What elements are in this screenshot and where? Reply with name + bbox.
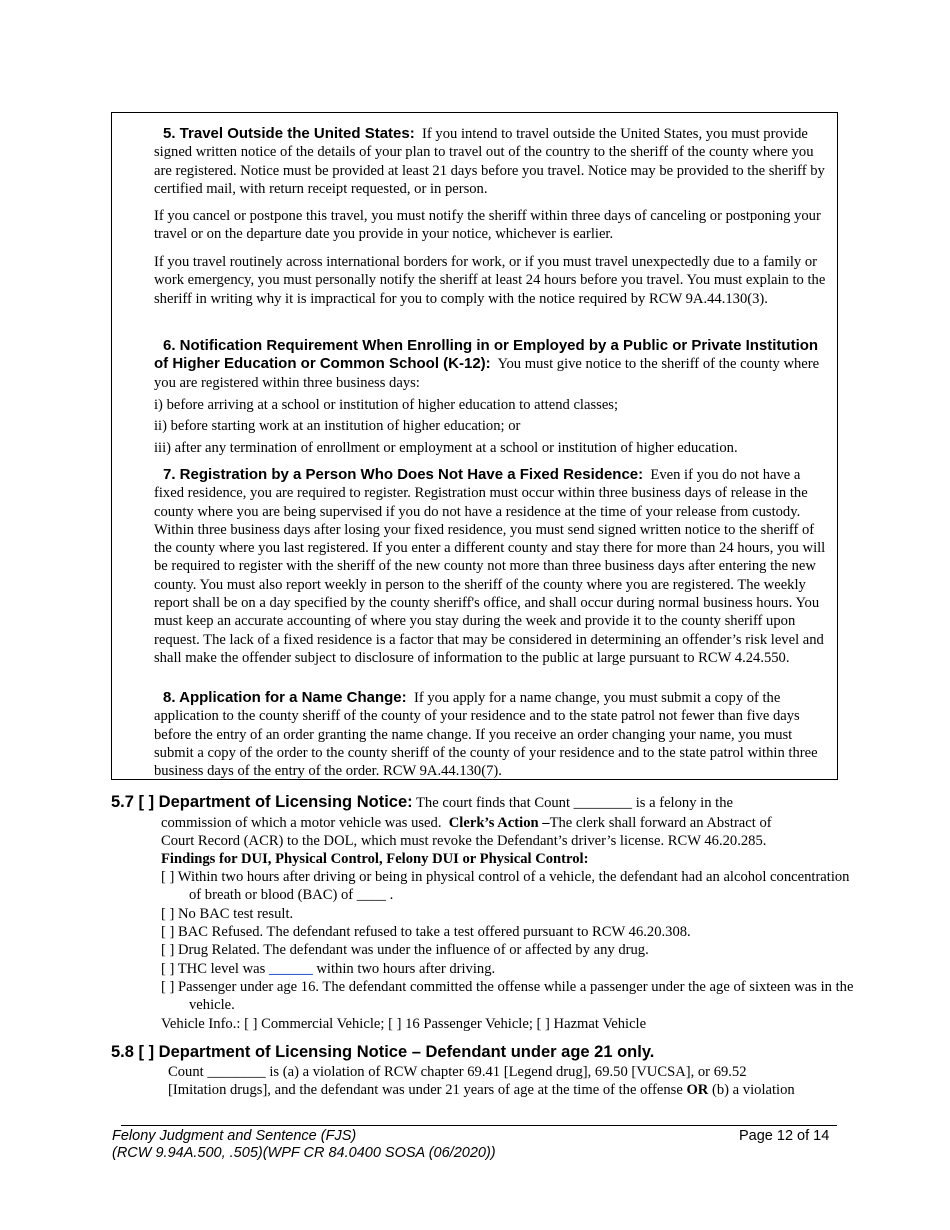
checkbox-item-bac-level: [ ] Within two hours after driving or being in physical control of a vehicle, the defendant had an alcohol concentration of breath or blood (BAC) of ____ .	[161, 869, 850, 904]
or-label: OR	[686, 1082, 709, 1098]
section-5-8-heading-line	[111, 1043, 841, 1062]
footer-citation: (RCW 9.94A.500, .505)(WPF CR 84.0400 SOSA (06/2020))	[112, 1145, 496, 1161]
section-5-8-line2a: [Imitation drugs], and the defendant was under 21 years of age at the time of the offense	[168, 1082, 683, 1098]
section-5-cancel-paragraph: If you cancel or postpone this travel, you must notify the sheriff within three days of canceling or postponing your travel or on the departure date you provide in your notice, whichever is earlier.	[154, 208, 821, 243]
section-5-routine-paragraph: If you travel routinely across international borders for work, or if you must travel unexpectedly due to a family or work emergency, you must personally notify the sheriff at least 24 hours before you travel. You must explain to the sheriff in writing why it is impractical for you to comply with the notice required by RCW 9A.44.130(3).	[154, 254, 826, 307]
checkbox-item-thc-level	[161, 960, 864, 978]
section-5-7-line3: Court Record (ACR) to the DOL, which must revoke the Defendant’s driver’s license. RCW 46.20.285.	[161, 833, 767, 849]
clerks-action-label: Clerk’s Action –	[448, 815, 550, 831]
section-6-item-iii: iii) after any termination of enrollment or employment at a school or institution of higher education.	[154, 440, 738, 456]
section-7-heading: 7. Registration by a Person Who Does Not Have a Fixed Residence:	[163, 466, 644, 483]
section-5-7-line2	[161, 814, 836, 832]
section-5-7-title: 5.7 [ ] Department of Licensing Notice:	[111, 793, 413, 811]
thc-suffix: within two hours after driving.	[316, 961, 496, 977]
section-7-body: Even if you do not have a fixed residence, you are required to register. Registration must occur within three business days of release in the county where you are being supervised if you do not have a residence at the time of your release from custody. Within three business days after losing your fixed residence, you must send signed written notice to the sheriff of the county where you last registered. If you enter a different county and stay there for more than 24 hours, you will be required to register with the sheriff of the new county not more than three business days after entering the new county. You must also report weekly in person to the sheriff of the county where you are registered. The weekly report shall be on a day specified by the county sheriff's office, and shall occur during normal business hours. You must keep an accurate accounting of where you stay during the week and provide it to the county sheriff upon request. The lack of a fixed residence is a factor that may be considered in determining an offender’s risk level and shall make the offender subject to disclosure of information to the public at large pursuant to RCW 4.24.550.	[154, 467, 826, 666]
footer-divider	[121, 1125, 837, 1126]
vehicle-info: Vehicle Info.: [ ] Commercial Vehicle; [ ] 16 Passenger Vehicle; [ ] Hazmat Vehicle	[161, 1016, 647, 1032]
thc-level-blank[interactable]: ______	[268, 961, 313, 977]
section-5-8-line2	[168, 1081, 836, 1099]
checkbox-item-no-bac: [ ] No BAC test result.	[161, 906, 294, 922]
section-8-body: If you apply for a name change, you must submit a copy of the application to the county sheriff of the county of your residence and to the state patrol not fewer than five days before the entry of an order granting the name change. If you receive an order changing your name, you must submit a copy of the order to the county sheriff of the county of your residence and to the state patrol within three business days of the entry of the order. RCW 9A.44.130(7).	[154, 690, 818, 780]
section-5-heading: 5. Travel Outside the United States:	[163, 125, 415, 142]
section-5-travel	[154, 125, 829, 198]
section-5-body: If you intend to travel outside the United States, you must provide signed written notice of the details of your plan to travel out of the country to the sheriff of the county where you are registered. Notice must be provided at least 21 days before you travel. Notice may be provided to the sheriff by certified mail, with return receipt requested, or in person.	[154, 126, 825, 197]
section-6-item-ii: ii) before starting work at an institution of higher education; or	[154, 418, 521, 434]
section-5-7-line1: The court finds that Count ________ is a felony in the	[416, 795, 733, 811]
section-5-8-line1: Count ________ is (a) a violation of RCW chapter 69.41 [Legend drug], 69.50 [VUCSA], or 69.52	[168, 1064, 747, 1080]
section-7-no-fixed-residence	[154, 466, 829, 667]
section-8-name-change	[154, 689, 829, 780]
checkbox-item-passenger: [ ] Passenger under age 16. The defendant committed the offense while a passenger under the age of sixteen was in the vehicle.	[161, 979, 854, 1014]
checkbox-item-bac-refused: [ ] BAC Refused. The defendant refused to take a test offered pursuant to RCW 46.20.308.	[161, 924, 691, 940]
section-5-7-line2a: commission of which a motor vehicle was used.	[161, 815, 442, 831]
section-6-heading: 6. Notification Requirement When Enrolling in or Employed by a Public or Private Institution of Higher Education or Common School (K-12):	[154, 337, 819, 373]
section-6-notification	[154, 337, 829, 392]
section-8-heading: 8. Application for a Name Change:	[163, 689, 407, 706]
section-5-8-title: 5.8 [ ] Department of Licensing Notice – Defendant under age 21 only.	[111, 1043, 655, 1061]
section-6-item-i: i) before arriving at a school or institution of higher education to attend classes;	[154, 397, 619, 413]
section-6-body: You must give notice to the sheriff of the county where you are registered within three business days:	[154, 356, 820, 391]
findings-heading: Findings for DUI, Physical Control, Felony DUI or Physical Control:	[161, 851, 589, 867]
section-5-7-heading-line	[111, 793, 841, 812]
section-5-8-line2b: (b) a violation	[712, 1082, 795, 1098]
page-number: Page 12 of 14	[739, 1128, 830, 1144]
thc-label: [ ] THC level was	[161, 961, 266, 977]
footer-title: Felony Judgment and Sentence (FJS)	[112, 1128, 357, 1144]
section-5-7-line2c: The clerk shall forward an Abstract of	[549, 815, 772, 831]
checkbox-item-drug-related: [ ] Drug Related. The defendant was under the influence of or affected by any drug.	[161, 942, 649, 958]
